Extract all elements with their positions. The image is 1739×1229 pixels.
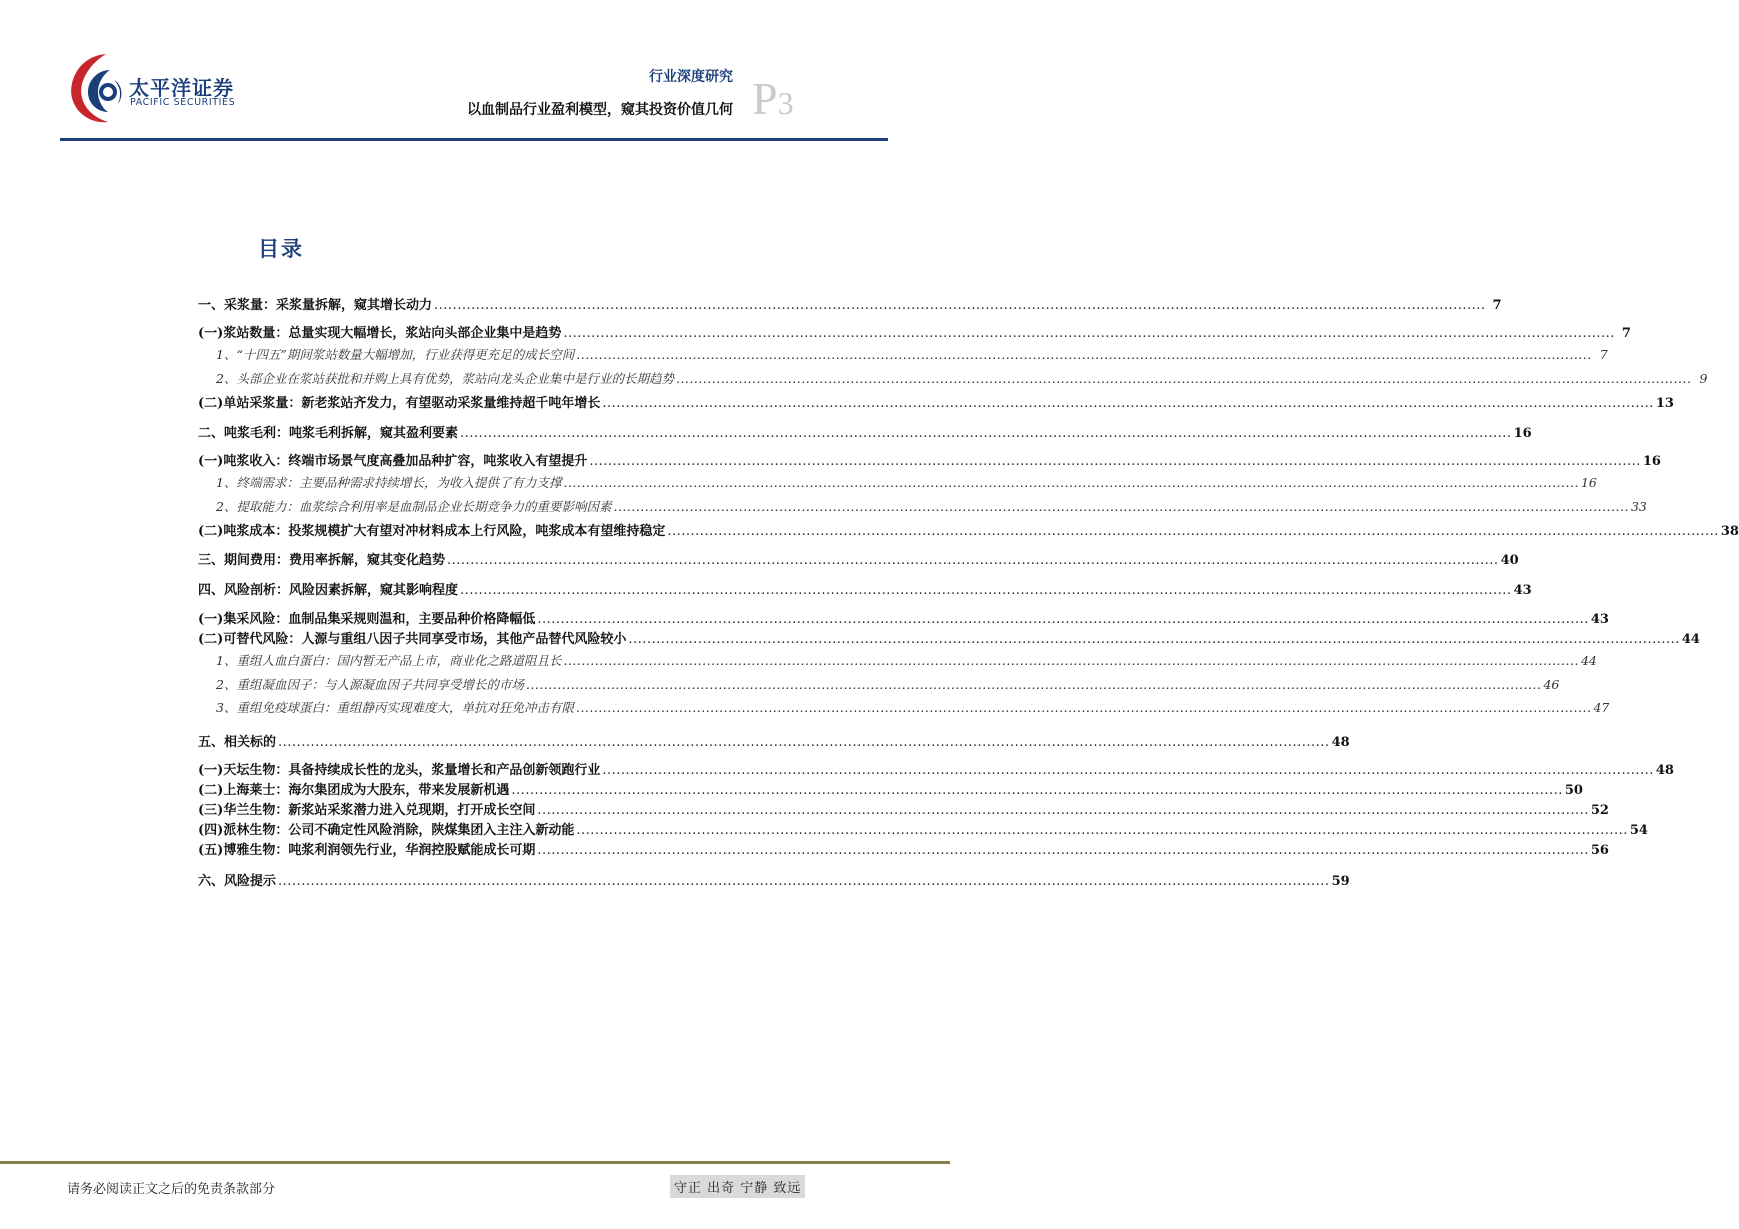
toc-entry-text: 2、提取能力：血浆综合利用率是血制品企业长期竞争力的重要影响因素 — [216, 499, 612, 514]
toc-entry-page: 44 — [1580, 653, 1597, 668]
toc-entry-text: 2、头部企业在浆站获批和并购上具有优势，浆站向龙头企业集中是行业的长期趋势 — [216, 371, 674, 386]
toc-entry-text: 1、“十四五”期间浆站数量大幅增加，行业获得更充足的成长空间 — [216, 347, 575, 362]
toc-leader-dots — [602, 396, 1654, 411]
toc-entry[interactable] — [198, 731, 1350, 753]
toc-leader-dots — [511, 783, 1563, 798]
toc-entry-number: (一) — [198, 612, 224, 627]
toc-entry-number: (一) — [198, 454, 224, 469]
toc-entry-number: 六、 — [198, 874, 225, 889]
toc-entry-page: 54 — [1629, 823, 1648, 838]
toc-entry-page: 16 — [1580, 475, 1597, 490]
toc-leader-dots — [613, 499, 1628, 514]
toc-leader-dots — [447, 553, 1499, 568]
toc-entry-page: 33 — [1630, 499, 1647, 514]
toc-leader-dots — [537, 612, 1589, 627]
toc-entry-page: 7 — [1621, 326, 1631, 341]
toc-entry-text: 派林生物：公司不确定性风险消除，陕煤集团入主注入新动能 — [223, 823, 575, 838]
toc-leader-dots — [602, 763, 1654, 778]
toc-entry-number: (二) — [198, 632, 224, 647]
toc-entry-number: 五、 — [198, 735, 225, 750]
toc-leader-dots — [589, 454, 1641, 469]
toc-entry-page: 16 — [1513, 426, 1532, 441]
toc-entry-page: 48 — [1655, 763, 1674, 778]
toc-entry[interactable] — [198, 322, 1631, 344]
toc-entry-number: (二) — [198, 396, 224, 411]
toc-entry-text: 吨浆收入：终端市场景气度高叠加品种扩容，吨浆收入有望提升 — [223, 454, 588, 469]
logo-english-name: PACIFIC SECURITIES — [130, 97, 236, 108]
toc-entry-number: 三、 — [198, 553, 225, 568]
page-letter: P — [752, 73, 778, 124]
toc-leader-dots — [278, 735, 1330, 750]
toc-entry-text: 相关标的 — [224, 735, 277, 750]
logo-chinese-name: 太平洋证券 — [129, 76, 234, 100]
toc-entry[interactable] — [198, 294, 1502, 316]
toc-entry-text: 2、重组凝血因子：与人源凝血因子共同享受增长的市场 — [216, 677, 524, 692]
toc-entry[interactable] — [198, 608, 1609, 630]
header-divider — [60, 138, 888, 141]
toc-entry-number: (一) — [198, 763, 224, 778]
toc-entry-text: 博雅生物：吨浆利润领先行业，华润控股赋能成长可期 — [223, 843, 536, 858]
toc-leader-dots — [576, 347, 1591, 362]
toc-entry[interactable] — [198, 369, 1708, 391]
company-logo — [66, 50, 256, 126]
toc-entry-page: 38 — [1720, 524, 1739, 539]
toc-entry[interactable] — [198, 549, 1519, 571]
toc-entry-text: 1、终端需求：主要品种需求持续增长，为收入提供了有力支撑 — [216, 475, 562, 490]
toc-entry-page: 9 — [1699, 371, 1708, 386]
toc-entry[interactable] — [198, 698, 1610, 720]
toc-entry-page: 16 — [1642, 454, 1661, 469]
toc-entry[interactable] — [198, 450, 1661, 472]
toc-entry-text: 3、重组免疫球蛋白：重组静丙实现难度大，单抗对狂免冲击有限 — [216, 700, 574, 715]
toc-entry-page: 59 — [1331, 874, 1350, 889]
toc-leader-dots — [278, 874, 1330, 889]
toc-entry[interactable] — [198, 392, 1674, 414]
toc-entry-page: 7 — [1599, 347, 1608, 362]
report-title: 以血制品行业盈利模型，窥其投资价值几何 — [467, 102, 733, 118]
toc-entry[interactable] — [198, 819, 1648, 841]
toc-entry-page: 48 — [1331, 735, 1350, 750]
toc-entry[interactable] — [198, 839, 1609, 861]
toc-entry[interactable] — [198, 579, 1532, 601]
toc-entry[interactable] — [198, 473, 1597, 495]
toc-entry-page: 56 — [1590, 843, 1609, 858]
toc-entry-number: 四、 — [198, 583, 225, 598]
toc-entry-number: (三) — [198, 803, 224, 818]
toc-entry-number: (四) — [198, 823, 224, 838]
toc-entry-page: 7 — [1492, 298, 1502, 313]
toc-entry[interactable] — [198, 628, 1700, 650]
toc-leader-dots — [563, 326, 1615, 341]
footer-divider — [0, 1161, 950, 1164]
toc-entry-text: 浆站数量：总量实现大幅增长，浆站向头部企业集中是趋势 — [223, 326, 562, 341]
toc-entry-page: 46 — [1543, 677, 1560, 692]
toc-entry[interactable] — [198, 675, 1560, 697]
footer-disclaimer: 请务必阅读正文之后的免责条款部分 — [67, 1182, 276, 1197]
toc-entry-number: (二) — [198, 524, 224, 539]
toc-entry-text: 单站采浆量：新老浆站齐发力，有望驱动采浆量维持超千吨年增长 — [223, 396, 601, 411]
toc-entry-page: 13 — [1655, 396, 1674, 411]
toc-entry-text: 采浆量：采浆量拆解，窥其增长动力 — [224, 298, 433, 313]
toc-entry[interactable] — [198, 422, 1532, 444]
toc-entry-text: 集采风险：血制品集采规则温和，主要品种价格降幅低 — [223, 612, 536, 627]
toc-leader-dots — [563, 475, 1578, 490]
toc-entry[interactable] — [198, 520, 1739, 542]
toc-leader-dots — [460, 583, 1512, 598]
page-number — [752, 72, 794, 125]
toc-entry-number: 一、 — [198, 298, 225, 313]
toc-entry[interactable] — [198, 759, 1674, 781]
toc-entry-page: 52 — [1590, 803, 1609, 818]
toc-entry-text: 期间费用：费用率拆解，窥其变化趋势 — [224, 553, 446, 568]
toc-entry[interactable] — [198, 779, 1583, 801]
toc-entry[interactable] — [198, 799, 1609, 821]
toc-leader-dots — [628, 632, 1680, 647]
toc-entry-text: 吨浆毛利：吨浆毛利拆解，窥其盈利要素 — [224, 426, 459, 441]
toc-title: 目录 — [258, 236, 304, 261]
toc-leader-dots — [537, 803, 1589, 818]
toc-entry-text: 1、重组人血白蛋白：国内暂无产品上市，商业化之路道阻且长 — [216, 653, 562, 668]
toc-entry[interactable] — [198, 497, 1647, 519]
toc-entry-page: 43 — [1590, 612, 1609, 627]
toc-entry[interactable] — [198, 870, 1350, 892]
logo-emblem-icon — [66, 50, 128, 126]
toc-entry-number: (一) — [198, 326, 224, 341]
page-header — [0, 0, 950, 145]
toc-entry[interactable] — [198, 345, 1608, 367]
page-digit: 3 — [777, 85, 794, 121]
toc-entry-text: 上海莱士：海尔集团成为大股东，带来发展新机遇 — [223, 783, 510, 798]
toc-entry-page: 44 — [1681, 632, 1700, 647]
report-type: 行业深度研究 — [649, 69, 733, 85]
toc-leader-dots — [526, 677, 1541, 692]
toc-entry-number: 二、 — [198, 426, 225, 441]
toc-entry-number: (五) — [198, 843, 224, 858]
toc-entry-page: 40 — [1500, 553, 1519, 568]
toc-leader-dots — [563, 653, 1578, 668]
toc-entry-page: 43 — [1513, 583, 1532, 598]
toc-entry-text: 吨浆成本：投浆规模扩大有望对冲材料成本上行风险，吨浆成本有望维持稳定 — [223, 524, 666, 539]
toc-leader-dots — [576, 700, 1591, 715]
toc-entry-text: 可替代风险：人源与重组八因子共同享受市场，其他产品替代风险较小 — [223, 632, 627, 647]
toc-entry[interactable] — [198, 651, 1597, 673]
toc-leader-dots — [676, 371, 1691, 386]
toc-leader-dots — [576, 823, 1628, 838]
toc-leader-dots — [537, 843, 1589, 858]
toc-leader-dots — [434, 298, 1486, 313]
toc-leader-dots — [667, 524, 1719, 539]
toc-entry-text: 风险剖析：风险因素拆解，窥其影响程度 — [224, 583, 459, 598]
toc-entry-page: 50 — [1564, 783, 1583, 798]
toc-entry-page: 47 — [1593, 700, 1610, 715]
toc-leader-dots — [460, 426, 1512, 441]
toc-entry-number: (二) — [198, 783, 224, 798]
toc-entry-text: 风险提示 — [224, 874, 277, 889]
footer-motto: 守正 出奇 宁静 致远 — [670, 1175, 805, 1198]
toc-entry-text: 天坛生物：具备持续成长性的龙头，浆量增长和产品创新领跑行业 — [223, 763, 601, 778]
toc-entry-text: 华兰生物：新浆站采浆潜力进入兑现期，打开成长空间 — [223, 803, 536, 818]
